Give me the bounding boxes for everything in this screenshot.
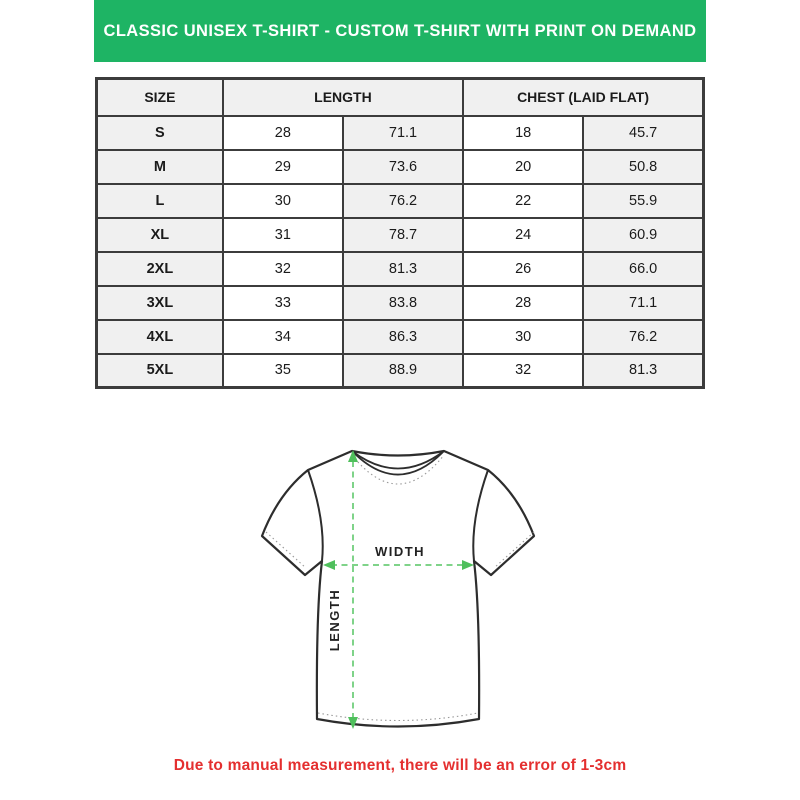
length-cm-cell: 83.8 — [343, 286, 463, 320]
length-in-cell: 30 — [223, 184, 343, 218]
chest-cm-cell: 45.7 — [583, 116, 703, 150]
length-in-cell: 31 — [223, 218, 343, 252]
length-in-cell: 34 — [223, 320, 343, 354]
table-row — [97, 150, 704, 184]
table-row — [97, 320, 704, 354]
length-in-cell: 32 — [223, 252, 343, 286]
chest-cm-cell: 55.9 — [583, 184, 703, 218]
measurement-disclaimer: Due to manual measurement, there will be an error of 1-3cm — [173, 757, 627, 774]
chest-in-cell: 24 — [463, 218, 583, 252]
size-cell: 3XL — [97, 286, 223, 320]
width-label: WIDTH — [374, 544, 426, 559]
size-cell: XL — [97, 218, 223, 252]
size-cell: 4XL — [97, 320, 223, 354]
table-header-row — [97, 79, 704, 116]
table-row — [97, 286, 704, 320]
size-cell: L — [97, 184, 223, 218]
table-row — [97, 354, 704, 388]
chest-in-cell: 26 — [463, 252, 583, 286]
length-label: LENGTH — [327, 588, 342, 652]
length-column-header: LENGTH — [223, 79, 463, 116]
tshirt-diagram — [250, 436, 550, 748]
size-cell: 5XL — [97, 354, 223, 388]
chest-in-cell: 32 — [463, 354, 583, 388]
chest-cm-cell: 71.1 — [583, 286, 703, 320]
chest-in-cell: 22 — [463, 184, 583, 218]
length-cm-cell: 86.3 — [343, 320, 463, 354]
title-banner — [94, 0, 706, 62]
chest-cm-cell: 81.3 — [583, 354, 703, 388]
chest-cm-cell: 50.8 — [583, 150, 703, 184]
tshirt-svg — [250, 436, 550, 748]
size-cell: S — [97, 116, 223, 150]
chest-cm-cell: 66.0 — [583, 252, 703, 286]
chest-cm-cell: 76.2 — [583, 320, 703, 354]
length-in-cell: 33 — [223, 286, 343, 320]
size-cell: M — [97, 150, 223, 184]
chest-in-cell: 20 — [463, 150, 583, 184]
length-in-cell: 35 — [223, 354, 343, 388]
length-cm-cell: 81.3 — [343, 252, 463, 286]
length-in-cell: 28 — [223, 116, 343, 150]
size-column-header: SIZE — [97, 79, 223, 116]
table-row — [97, 218, 704, 252]
table-row — [97, 116, 704, 150]
length-in-cell: 29 — [223, 150, 343, 184]
length-cm-cell: 73.6 — [343, 150, 463, 184]
size-chart-body — [97, 116, 704, 388]
page-title: CLASSIC UNISEX T-SHIRT - CUSTOM T-SHIRT WITH PRINT ON DEMAND — [103, 21, 697, 40]
chest-cm-cell: 60.9 — [583, 218, 703, 252]
table-row — [97, 252, 704, 286]
size-cell: 2XL — [97, 252, 223, 286]
length-cm-cell: 76.2 — [343, 184, 463, 218]
chest-in-cell: 18 — [463, 116, 583, 150]
length-cm-cell: 78.7 — [343, 218, 463, 252]
chest-column-header: CHEST (LAID FLAT) — [463, 79, 703, 116]
table-row — [97, 184, 704, 218]
size-chart-table — [95, 77, 705, 389]
length-cm-cell: 71.1 — [343, 116, 463, 150]
tshirt-outline — [262, 451, 534, 727]
chest-in-cell: 30 — [463, 320, 583, 354]
length-cm-cell: 88.9 — [343, 354, 463, 388]
chest-in-cell: 28 — [463, 286, 583, 320]
